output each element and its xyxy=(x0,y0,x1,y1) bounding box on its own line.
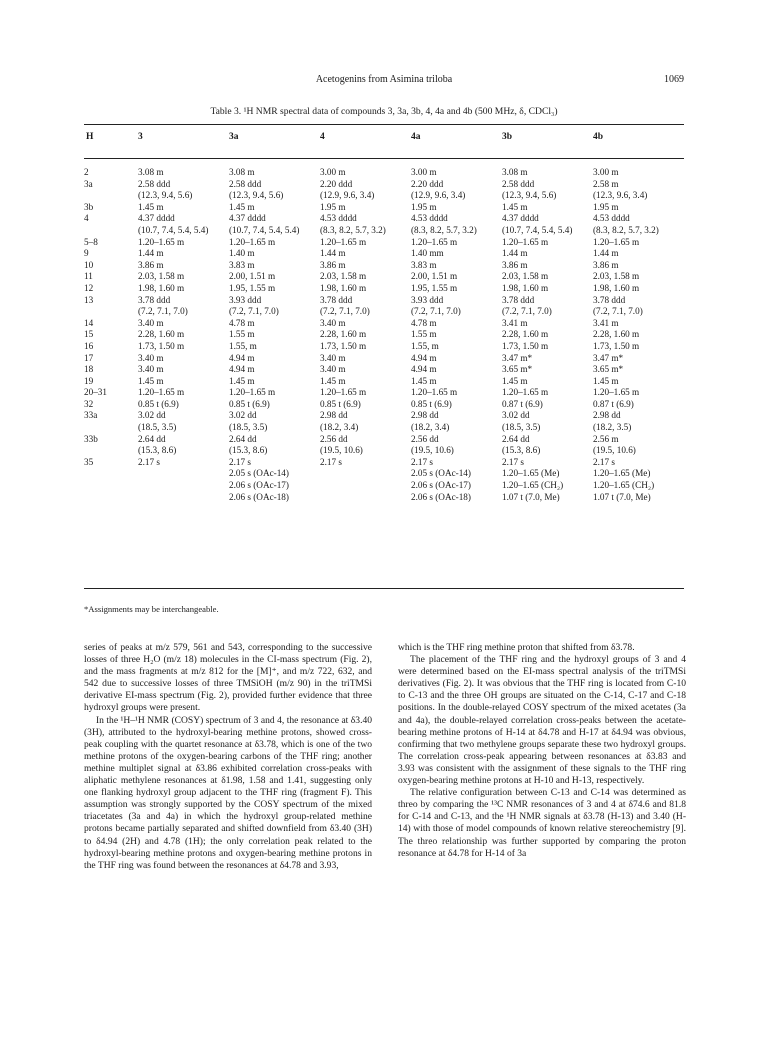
shift-value-cell: (12.3, 9.4, 5.6) xyxy=(229,190,284,201)
shift-value-cell: 2.56 dd xyxy=(411,433,439,444)
shift-value-cell: 3.78 ddd xyxy=(320,294,353,305)
shift-value-cell: (18.2, 3.4) xyxy=(320,422,359,433)
column-header: 4b xyxy=(593,132,604,142)
page-number: 1069 xyxy=(664,74,684,85)
shift-value-cell: 3.40 m xyxy=(320,352,346,363)
shift-value-cell: 3.02 dd xyxy=(229,410,257,421)
shift-value-cell: 2.03, 1.58 m xyxy=(593,271,640,282)
table-caption: Table 3. ¹H NMR spectral data of compounds 3, 3a, 3b, 4, 4a and 4b (500 MHz, δ, CDCl₃) xyxy=(210,106,558,117)
shift-value-cell: 4.53 dddd xyxy=(411,213,448,224)
column-header: H xyxy=(86,132,94,142)
shift-value-cell: 3.41 m xyxy=(593,317,619,328)
shift-value-cell: 1.45 m xyxy=(138,201,164,212)
table-row xyxy=(84,271,684,283)
proton-label-cell: 5–8 xyxy=(84,236,98,247)
shift-value-cell: 3.86 m xyxy=(138,259,164,270)
table-row xyxy=(84,237,684,249)
shift-value-cell: 1.20–1.65 m xyxy=(138,387,185,398)
shift-value-cell: 1.45 m xyxy=(502,375,528,386)
shift-value-cell: 4.94 m xyxy=(411,364,437,375)
shift-value-cell: 1.44 m xyxy=(138,248,164,259)
shift-value-cell: 2.03, 1.58 m xyxy=(138,271,185,282)
shift-value-cell: 1.55 m xyxy=(411,329,437,340)
shift-value-cell xyxy=(320,492,411,504)
shift-value-cell: 2.20 ddd xyxy=(411,178,444,189)
shift-value-cell: 3.83 m xyxy=(411,259,437,270)
shift-value-cell: (15.3, 8.6) xyxy=(502,445,541,456)
shift-value-cell: 4.37 dddd xyxy=(502,213,539,224)
proton-label-cell: 20–31 xyxy=(84,387,107,398)
shift-value-cell: 1.20–1.65 (CH₂) xyxy=(593,480,655,491)
shift-value-cell: 1.55, m xyxy=(229,340,257,351)
shift-value-cell: 3.40 m xyxy=(320,317,346,328)
shift-value-cell: 2.03, 1.58 m xyxy=(320,271,367,282)
shift-value-cell: 3.08 m xyxy=(229,167,255,177)
shift-value-cell: 3.00 m xyxy=(320,167,346,177)
shift-value-cell: 1.95, 1.55 m xyxy=(411,282,458,293)
shift-value-cell: 3.93 ddd xyxy=(229,294,262,305)
table-row xyxy=(84,225,684,237)
shift-value-cell: 2.64 dd xyxy=(229,433,257,444)
shift-value-cell: 1.20–1.65 m xyxy=(502,236,549,247)
table-row xyxy=(84,213,684,225)
shift-value-cell: 1.98, 1.60 m xyxy=(138,282,185,293)
shift-value-cell: (12.3, 9.6, 3.4) xyxy=(593,190,648,201)
shift-value-cell: 2.98 dd xyxy=(411,410,439,421)
proton-label-cell xyxy=(84,190,138,202)
table-row xyxy=(84,364,684,376)
shift-value-cell: 1.95, 1.55 m xyxy=(229,282,276,293)
shift-value-cell: 3.40 m xyxy=(138,352,164,363)
proton-label-cell: 35 xyxy=(84,456,94,467)
shift-value-cell: 2.17 s xyxy=(138,456,160,467)
shift-value-cell: (8.3, 8.2, 5.7, 3.2) xyxy=(593,224,659,235)
shift-value-cell: 3.00 m xyxy=(411,167,437,177)
paragraph: which is the THF ring methine proton that shifted from δ3.78. xyxy=(398,642,635,653)
table-row xyxy=(84,387,684,399)
shift-value-cell: 2.58 ddd xyxy=(229,178,262,189)
table-row xyxy=(84,318,684,330)
shift-value-cell: 4.94 m xyxy=(229,352,255,363)
shift-value-cell: 1.73, 1.50 m xyxy=(320,340,367,351)
table-row xyxy=(84,283,684,295)
proton-label-cell xyxy=(84,480,138,492)
proton-label-cell xyxy=(84,492,138,504)
table-row xyxy=(84,376,684,388)
proton-label-cell: 15 xyxy=(84,329,94,340)
shift-value-cell: (18.2, 3.4) xyxy=(411,422,450,433)
shift-value-cell: 2.17 s xyxy=(320,456,342,467)
shift-value-cell: (18.5, 3.5) xyxy=(138,422,177,433)
shift-value-cell: 2.58 ddd xyxy=(502,178,535,189)
shift-value-cell: 4.94 m xyxy=(229,364,255,375)
shift-value-cell: 1.20–1.65 m xyxy=(593,236,640,247)
shift-value-cell: 3.08 m xyxy=(502,167,528,177)
proton-label-cell: 17 xyxy=(84,352,94,363)
shift-value-cell: (7.2, 7.1, 7.0) xyxy=(320,306,370,317)
shift-value-cell: 1.73, 1.50 m xyxy=(138,340,185,351)
shift-value-cell: 2.06 s (OAc-18) xyxy=(229,491,289,502)
shift-value-cell: 2.00, 1.51 m xyxy=(411,271,458,282)
table-top-rule xyxy=(84,124,684,125)
shift-value-cell: 0.85 t (6.9) xyxy=(229,398,270,409)
table-row xyxy=(84,190,684,202)
shift-value-cell: (19.5, 10.6) xyxy=(593,445,636,456)
shift-value-cell: 2.58 m xyxy=(593,178,619,189)
shift-value-cell: 1.55, m xyxy=(411,340,439,351)
shift-value-cell: 1.98, 1.60 m xyxy=(320,282,367,293)
shift-value-cell: 1.98, 1.60 m xyxy=(593,282,640,293)
shift-value-cell xyxy=(320,480,411,492)
shift-value-cell: 2.06 s (OAc-17) xyxy=(411,480,471,491)
shift-value-cell: 3.40 m xyxy=(320,364,346,375)
shift-value-cell: 3.40 m xyxy=(138,317,164,328)
shift-value-cell: 2.03, 1.58 m xyxy=(502,271,549,282)
shift-value-cell: (7.2, 7.1, 7.0) xyxy=(593,306,643,317)
shift-value-cell: (19.5, 10.6) xyxy=(411,445,454,456)
shift-value-cell: 2.06 s (OAc-17) xyxy=(229,480,289,491)
table-row xyxy=(84,260,684,272)
shift-value-cell: 4.53 dddd xyxy=(320,213,357,224)
shift-value-cell: (10.7, 7.4, 5.4, 5.4) xyxy=(229,224,300,235)
shift-value-cell: 3.93 ddd xyxy=(411,294,444,305)
shift-value-cell: 1.44 m xyxy=(593,248,619,259)
table-row xyxy=(84,248,684,260)
shift-value-cell: 1.20–1.65 (Me) xyxy=(593,468,651,479)
shift-value-cell: 1.44 m xyxy=(320,248,346,259)
shift-value-cell: 3.02 dd xyxy=(138,410,166,421)
shift-value-cell: 2.28, 1.60 m xyxy=(593,329,640,340)
column-header: 3 xyxy=(138,132,143,142)
shift-value-cell: 3.83 m xyxy=(229,259,255,270)
shift-value-cell: (7.2, 7.1, 7.0) xyxy=(229,306,279,317)
shift-value-cell: 1.20–1.65 m xyxy=(320,387,367,398)
shift-value-cell: 1.20–1.65 m xyxy=(411,236,458,247)
table-row xyxy=(84,410,684,422)
shift-value-cell: (18.5, 3.5) xyxy=(502,422,541,433)
column-header: 3a xyxy=(229,132,239,142)
body-left-column xyxy=(84,642,372,872)
shift-value-cell: 1.73, 1.50 m xyxy=(502,340,549,351)
shift-value-cell: 2.17 s xyxy=(411,456,433,467)
shift-value-cell: 1.44 m xyxy=(502,248,528,259)
shift-value-cell: (8.3, 8.2, 5.7, 3.2) xyxy=(411,224,477,235)
shift-value-cell: 3.40 m xyxy=(138,364,164,375)
shift-value-cell: 4.37 dddd xyxy=(229,213,266,224)
table-row xyxy=(84,422,684,434)
shift-value-cell: (8.3, 8.2, 5.7, 3.2) xyxy=(320,224,386,235)
shift-value-cell: 1.45 m xyxy=(138,375,164,386)
shift-value-cell: 2.17 s xyxy=(502,456,524,467)
proton-label-cell: 33b xyxy=(84,433,98,444)
shift-value-cell: 3.02 dd xyxy=(502,410,530,421)
shift-value-cell: (15.3, 8.6) xyxy=(229,445,268,456)
shift-value-cell: 1.55 m xyxy=(229,329,255,340)
shift-value-cell: (12.9, 9.6, 3.4) xyxy=(411,190,466,201)
shift-value-cell: 3.78 ddd xyxy=(502,294,535,305)
proton-label-cell: 33a xyxy=(84,410,98,421)
table-row xyxy=(84,468,684,480)
shift-value-cell: 1.07 t (7.0, Me) xyxy=(502,491,560,502)
paragraph: series of peaks at m/z 579, 561 and 543, corresponding to the successive losses of three H₂O (m/z 18) molecules in the CI-mass spectrum (Fig. 2), and the mass fragments at m/z 812 for the [M]⁺, and m/z 722, 632, and 542 due to successive losses of three TMSiOH (m/z 90) in the triTMSi derivative EI-mass spectrum (Fig. 2), provided further evidence that three hydroxyl groups were present. xyxy=(84,642,372,714)
shift-value-cell: 1.20–1.65 (Me) xyxy=(502,468,560,479)
column-header: 4 xyxy=(320,132,325,142)
proton-label-cell: 3a xyxy=(84,178,93,189)
shift-value-cell: (19.5, 10.6) xyxy=(320,445,363,456)
shift-value-cell: 2.20 ddd xyxy=(320,178,353,189)
shift-value-cell: 2.56 dd xyxy=(320,433,348,444)
shift-value-cell: 1.40 m xyxy=(229,248,255,259)
shift-value-cell: (7.2, 7.1, 7.0) xyxy=(502,306,552,317)
shift-value-cell: 3.00 m xyxy=(593,167,619,177)
shift-value-cell: 1.07 t (7.0, Me) xyxy=(593,491,651,502)
shift-value-cell: 3.86 m xyxy=(320,259,346,270)
table-row xyxy=(84,306,684,318)
shift-value-cell: 4.94 m xyxy=(411,352,437,363)
table-row xyxy=(84,179,684,191)
shift-value-cell: 3.65 m* xyxy=(502,364,533,375)
table-row xyxy=(84,434,684,446)
table-row xyxy=(84,353,684,365)
shift-value-cell: (12.3, 9.4, 5.6) xyxy=(138,190,193,201)
proton-label-cell: 12 xyxy=(84,282,94,293)
shift-value-cell: 3.86 m xyxy=(502,259,528,270)
shift-value-cell: 0.85 t (6.9) xyxy=(411,398,452,409)
paragraph: The relative configuration between C-13 and C-14 was determined as threo by comparing the ¹³C NMR resonances of 3 and 4 at δ74.6 and 81.8 for C-14 and C-13, and the ¹H NMR signals at δ3.78 (H-13) and 3.40 (H-14) with those of model compounds of known relative stereochemistry [9]. The threo relationship was further supported by comparing the proton resonance at δ4.78 for H-14 of 3a xyxy=(398,787,686,859)
proton-label-cell: 10 xyxy=(84,259,94,270)
proton-label-cell: 16 xyxy=(84,340,94,351)
shift-value-cell: 1.20–1.65 m xyxy=(138,236,185,247)
proton-label-cell: 13 xyxy=(84,294,94,305)
shift-value-cell: 2.98 dd xyxy=(320,410,348,421)
shift-value-cell: 0.85 t (6.9) xyxy=(138,398,179,409)
shift-value-cell: 2.64 dd xyxy=(502,433,530,444)
shift-value-cell: 0.85 t (6.9) xyxy=(320,398,361,409)
proton-label-cell xyxy=(84,306,138,318)
proton-label-cell: 4 xyxy=(84,213,89,224)
table-bottom-rule xyxy=(84,588,684,589)
proton-label-cell: 19 xyxy=(84,375,94,386)
column-header: 3b xyxy=(502,132,513,142)
shift-value-cell: 2.28, 1.60 m xyxy=(138,329,185,340)
shift-value-cell: 2.00, 1.51 m xyxy=(229,271,276,282)
table-header-rule xyxy=(84,158,684,159)
shift-value-cell: 4.37 dddd xyxy=(138,213,175,224)
shift-value-cell: 1.45 m xyxy=(502,201,528,212)
shift-value-cell: (15.3, 8.6) xyxy=(138,445,177,456)
shift-value-cell: 1.20–1.65 m xyxy=(593,387,640,398)
shift-value-cell: 1.20–1.65 m xyxy=(229,236,276,247)
shift-value-cell: 1.95 m xyxy=(320,201,346,212)
table-row xyxy=(84,341,684,353)
proton-label-cell: 3b xyxy=(84,201,94,212)
shift-value-cell: 1.45 m xyxy=(411,375,437,386)
shift-value-cell: 4.78 m xyxy=(229,317,255,328)
proton-label-cell xyxy=(84,468,138,480)
shift-value-cell: 3.78 ddd xyxy=(593,294,626,305)
proton-label-cell: 18 xyxy=(84,364,94,375)
table-row xyxy=(84,329,684,341)
shift-value-cell: 1.73, 1.50 m xyxy=(593,340,640,351)
shift-value-cell: 1.95 m xyxy=(411,201,437,212)
shift-value-cell: 3.78 ddd xyxy=(138,294,171,305)
shift-value-cell: (12.3, 9.4, 5.6) xyxy=(502,190,557,201)
shift-value-cell: 1.45 m xyxy=(229,375,255,386)
shift-value-cell: 2.58 ddd xyxy=(138,178,171,189)
shift-value-cell: 3.47 m* xyxy=(502,352,533,363)
shift-value-cell: 2.28, 1.60 m xyxy=(320,329,367,340)
proton-label-cell: 14 xyxy=(84,317,94,328)
body-right-column xyxy=(398,642,686,860)
shift-value-cell: 2.17 s xyxy=(593,456,615,467)
column-header: 4a xyxy=(411,132,421,142)
proton-label-cell: 11 xyxy=(84,271,93,282)
paragraph: In the ¹H–¹H NMR (COSY) spectrum of 3 and 4, the resonance at δ3.40 (3H), attributed to the hydroxyl-bearing methine protons, showed cross-peak coupling with the quartet resonance at δ3.78, which is one of the two methine protons of the oxygen-bearing carbons of the THF ring; another methine multiplet signal at δ3.86 exhibited correlation cross-peaks with aliphatic methylene resonances at δ1.98, 1.58 and 1.41, suggesting only one flanking hydroxyl group adjacent to the THF ring (fragment F). This assumption was strongly supported by the COSY spectrum of the mixed triacetates (3a and 4a) in which the hydroxyl group-related methine protons became partially separated and shifted downfield from δ3.40 (3H) to δ4.94 (2H) and 4.78 (1H); the only correlation peak related to the hydroxyl-bearing methine protons and oxygen-bearing methine protons in the THF ring was found between the resonances at δ4.78 and 3.93, xyxy=(84,714,372,871)
shift-value-cell: 1.95 m xyxy=(593,201,619,212)
proton-label-cell: 32 xyxy=(84,398,94,409)
proton-label-cell: 2 xyxy=(84,167,89,177)
shift-value-cell: (18.5, 3.5) xyxy=(229,422,268,433)
shift-value-cell: 1.20–1.65 m xyxy=(320,236,367,247)
shift-value-cell: 2.17 s xyxy=(229,456,251,467)
table-footnote: *Assignments may be interchangeable. xyxy=(84,604,219,614)
shift-value-cell: 2.64 dd xyxy=(138,433,166,444)
shift-value-cell xyxy=(138,492,229,504)
shift-value-cell: 4.53 dddd xyxy=(593,213,630,224)
shift-value-cell: 2.56 m xyxy=(593,433,619,444)
shift-value-cell: 3.86 m xyxy=(593,259,619,270)
shift-value-cell: (18.2, 3.5) xyxy=(593,422,632,433)
shift-value-cell: (7.2, 7.1, 7.0) xyxy=(138,306,188,317)
shift-value-cell: 2.28, 1.60 m xyxy=(502,329,549,340)
shift-value-cell: 1.20–1.65 (CH₂) xyxy=(502,480,564,491)
table-row xyxy=(84,480,684,492)
shift-value-cell: 4.78 m xyxy=(411,317,437,328)
shift-value-cell: 2.05 s (OAc-14) xyxy=(229,468,289,479)
shift-value-cell: 3.47 m* xyxy=(593,352,624,363)
proton-label-cell: 9 xyxy=(84,248,89,259)
shift-value-cell: 2.05 s (OAc-14) xyxy=(411,468,471,479)
shift-value-cell: 3.41 m xyxy=(502,317,528,328)
shift-value-cell: 1.20–1.65 m xyxy=(229,387,276,398)
shift-value-cell: 3.08 m xyxy=(138,167,164,177)
shift-value-cell: 1.20–1.65 m xyxy=(502,387,549,398)
shift-value-cell: 2.06 s (OAc-18) xyxy=(411,491,471,502)
table-row xyxy=(84,167,684,179)
shift-value-cell: 1.40 mm xyxy=(411,248,444,259)
shift-value-cell: (12.9, 9.6, 3.4) xyxy=(320,190,375,201)
shift-value-cell: 0.87 t (6.9) xyxy=(593,398,634,409)
table-row xyxy=(84,399,684,411)
table-row xyxy=(84,445,684,457)
shift-value-cell: 1.45 m xyxy=(229,201,255,212)
shift-value-cell: (7.2, 7.1, 7.0) xyxy=(411,306,461,317)
shift-value-cell: (10.7, 7.4, 5.4, 5.4) xyxy=(138,224,209,235)
shift-value-cell xyxy=(138,480,229,492)
table-row xyxy=(84,202,684,214)
proton-label-cell xyxy=(84,445,138,457)
nmr-data-table xyxy=(84,167,684,503)
table-row xyxy=(84,295,684,307)
shift-value-cell: 2.98 dd xyxy=(593,410,621,421)
shift-value-cell: 3.65 m* xyxy=(593,364,624,375)
proton-label-cell xyxy=(84,225,138,237)
shift-value-cell xyxy=(320,468,411,480)
table-row xyxy=(84,457,684,469)
proton-label-cell xyxy=(84,422,138,434)
shift-value-cell: (10.7, 7.4, 5.4, 5.4) xyxy=(502,224,573,235)
shift-value-cell: 1.98, 1.60 m xyxy=(502,282,549,293)
shift-value-cell: 0.87 t (6.9) xyxy=(502,398,543,409)
shift-value-cell: 1.45 m xyxy=(320,375,346,386)
shift-value-cell xyxy=(138,468,229,480)
running-header xyxy=(84,74,684,90)
shift-value-cell: 1.45 m xyxy=(593,375,619,386)
table-row xyxy=(84,492,684,504)
running-title: Acetogenins from Asimina triloba xyxy=(315,74,453,85)
shift-value-cell: 1.20–1.65 m xyxy=(411,387,458,398)
paragraph: The placement of the THF ring and the hydroxyl groups of 3 and 4 were determined based on the EI-mass spectral analysis of the triTMSi derivatives (Fig. 2). It was obvious that the THF ring is located from C-10 to C-13 and the three OH groups are situated on the C-14, C-17 and C-18 positions. In the double-relayed COSY spectrum of the mixed acetates (3a and 4a), the double-relayed correlation cross-peaks between the acetate-bearing methine protons of H-14 at δ4.78 and H-17 at δ4.94 was obvious, confirming that two methylene groups separate these two hydroxyl groups. The correlation cross-peak appearing between resonances at δ3.83 and 3.93 was consistent with the assignment of these signals to the THF ring oxygen-bearing methine protons at H-10 and H-13, respectively. xyxy=(398,654,686,787)
